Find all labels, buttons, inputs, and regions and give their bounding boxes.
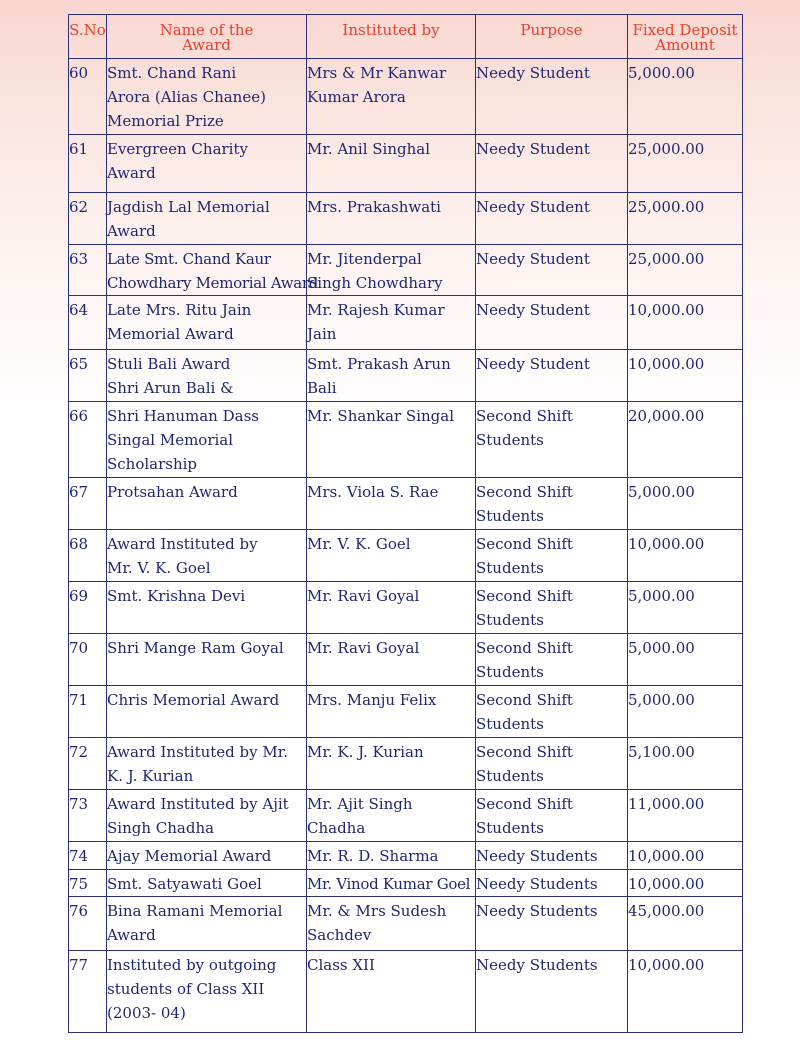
cell-sno: 70 bbox=[69, 634, 107, 686]
cell-purpose-line: Second Shift bbox=[476, 639, 573, 657]
cell-purpose bbox=[476, 478, 628, 530]
cell-instituted-by-line: Mr. Ajit Singh bbox=[307, 795, 413, 813]
cell-award-name-line: Shri Hanuman Dass bbox=[107, 407, 259, 425]
cell-purpose-line: Students bbox=[476, 715, 544, 733]
cell-sno: 64 bbox=[69, 296, 107, 350]
cell-amount: 10,000.00 bbox=[628, 951, 743, 1033]
cell-award-name bbox=[107, 193, 307, 245]
table-row bbox=[69, 897, 743, 951]
cell-purpose bbox=[476, 193, 628, 245]
cell-award-name-line: Singh Chadha bbox=[107, 819, 215, 837]
cell-amount: 5,000.00 bbox=[628, 634, 743, 686]
cell-sno: 74 bbox=[69, 842, 107, 870]
cell-purpose-line: Second Shift bbox=[476, 795, 573, 813]
cell-instituted-by-line: Mr. Vinod Kumar Goel bbox=[307, 875, 471, 893]
cell-purpose-line: Needy Students bbox=[476, 847, 598, 865]
table-row bbox=[69, 135, 743, 193]
cell-instituted-by bbox=[307, 135, 476, 193]
cell-instituted-by bbox=[307, 59, 476, 135]
cell-award-name-line: Instituted by outgoing bbox=[107, 956, 277, 974]
cell-instituted-by-line: Mr. K. J. Kurian bbox=[307, 743, 424, 761]
cell-amount: 25,000.00 bbox=[628, 245, 743, 296]
table-row bbox=[69, 402, 743, 478]
cell-instituted-by-line: Sachdev bbox=[307, 926, 372, 944]
cell-instituted-by bbox=[307, 870, 476, 897]
cell-purpose-line: Second Shift bbox=[476, 483, 573, 501]
cell-sno: 71 bbox=[69, 686, 107, 738]
cell-award-name-line: Singal Memorial bbox=[107, 431, 234, 449]
cell-sno: 67 bbox=[69, 478, 107, 530]
cell-purpose-line: Needy Students bbox=[476, 956, 598, 974]
cell-purpose bbox=[476, 686, 628, 738]
cell-award-name-line: Award bbox=[107, 926, 156, 944]
table-row bbox=[69, 790, 743, 842]
cell-instituted-by bbox=[307, 790, 476, 842]
cell-amount: 20,000.00 bbox=[628, 402, 743, 478]
cell-amount: 5,000.00 bbox=[628, 478, 743, 530]
cell-purpose bbox=[476, 951, 628, 1033]
cell-sno: 62 bbox=[69, 193, 107, 245]
cell-award-name-line: Protsahan Award bbox=[107, 483, 238, 501]
cell-purpose-line: Needy Student bbox=[476, 198, 590, 216]
header-name-line: Name of the bbox=[159, 21, 254, 39]
cell-instituted-by-line: Mr. Ravi Goyal bbox=[307, 587, 420, 605]
cell-amount: 10,000.00 bbox=[628, 842, 743, 870]
cell-amount: 5,000.00 bbox=[628, 686, 743, 738]
header-amount-line: Fixed Deposit bbox=[632, 21, 738, 39]
cell-purpose bbox=[476, 582, 628, 634]
cell-sno: 63 bbox=[69, 245, 107, 296]
cell-purpose-line: Needy Student bbox=[476, 301, 590, 319]
table-row bbox=[69, 842, 743, 870]
cell-instituted-by-line: Kumar Arora bbox=[307, 88, 406, 106]
header-purpose: Purpose bbox=[476, 15, 628, 59]
cell-instituted-by-line: Mr. V. K. Goel bbox=[307, 535, 411, 553]
cell-sno: 60 bbox=[69, 59, 107, 135]
cell-award-name-line: Smt. Krishna Devi bbox=[107, 587, 246, 605]
cell-purpose-line: Needy Students bbox=[476, 875, 598, 893]
cell-award-name-line: Award bbox=[107, 164, 156, 182]
cell-award-name-line: Mr. V. K. Goel bbox=[107, 559, 211, 577]
cell-amount: 45,000.00 bbox=[628, 897, 743, 951]
header-name-line: Award bbox=[182, 36, 231, 54]
cell-instituted-by-line: Mrs. Prakashwati bbox=[307, 198, 441, 216]
cell-instituted-by bbox=[307, 686, 476, 738]
cell-purpose-line: Second Shift bbox=[476, 691, 573, 709]
cell-instituted-by bbox=[307, 530, 476, 582]
cell-award-name-line: Award Instituted by Ajit bbox=[107, 795, 289, 813]
cell-instituted-by bbox=[307, 402, 476, 478]
cell-purpose bbox=[476, 135, 628, 193]
cell-amount: 10,000.00 bbox=[628, 350, 743, 402]
table-row bbox=[69, 530, 743, 582]
cell-purpose bbox=[476, 59, 628, 135]
header-sno: S.No bbox=[69, 15, 107, 59]
cell-purpose bbox=[476, 738, 628, 790]
cell-purpose bbox=[476, 402, 628, 478]
cell-award-name bbox=[107, 296, 307, 350]
table-row bbox=[69, 951, 743, 1033]
cell-award-name-line: Shri Arun Bali & bbox=[107, 379, 234, 397]
cell-instituted-by-line: Mrs. Manju Felix bbox=[307, 691, 437, 709]
cell-amount: 25,000.00 bbox=[628, 135, 743, 193]
cell-award-name-line: Memorial Prize bbox=[107, 112, 224, 130]
cell-award-name bbox=[107, 582, 307, 634]
cell-purpose bbox=[476, 350, 628, 402]
cell-instituted-by-line: Mr. Anil Singhal bbox=[307, 140, 431, 158]
cell-award-name-line: Smt. Chand Rani bbox=[107, 64, 237, 82]
cell-award-name bbox=[107, 897, 307, 951]
cell-instituted-by-line: Smt. Prakash Arun bbox=[307, 355, 451, 373]
cell-instituted-by-line: Mr. R. D. Sharma bbox=[307, 847, 439, 865]
cell-instituted-by bbox=[307, 478, 476, 530]
cell-sno: 66 bbox=[69, 402, 107, 478]
cell-award-name bbox=[107, 634, 307, 686]
cell-award-name bbox=[107, 402, 307, 478]
table-row bbox=[69, 296, 743, 350]
cell-award-name-line: Scholarship bbox=[107, 455, 198, 473]
cell-instituted-by-line: Mr. & Mrs Sudesh bbox=[307, 902, 447, 920]
cell-sno: 69 bbox=[69, 582, 107, 634]
cell-purpose bbox=[476, 842, 628, 870]
cell-award-name bbox=[107, 478, 307, 530]
cell-instituted-by bbox=[307, 350, 476, 402]
cell-award-name-line: Late Mrs. Ritu Jain bbox=[107, 301, 252, 319]
cell-purpose-line: Students bbox=[476, 663, 544, 681]
cell-instituted-by-line: Mrs. Viola S. Rae bbox=[307, 483, 439, 501]
cell-award-name bbox=[107, 870, 307, 897]
cell-instituted-by-line: Bali bbox=[307, 379, 337, 397]
cell-award-name bbox=[107, 245, 319, 296]
cell-award-name bbox=[107, 135, 307, 193]
cell-purpose-line: Students bbox=[476, 559, 544, 577]
table-row bbox=[69, 193, 743, 245]
cell-purpose-line: Second Shift bbox=[476, 743, 573, 761]
cell-purpose bbox=[476, 530, 628, 582]
cell-sno: 72 bbox=[69, 738, 107, 790]
cell-purpose-line: Needy Student bbox=[476, 355, 590, 373]
cell-purpose bbox=[476, 870, 628, 897]
cell-award-name-line: Chowdhary Memorial Award bbox=[107, 274, 319, 292]
cell-instituted-by bbox=[307, 582, 476, 634]
cell-amount: 5,100.00 bbox=[628, 738, 743, 790]
cell-instituted-by-line: Mr. Rajesh Kumar bbox=[307, 301, 445, 319]
cell-purpose bbox=[476, 790, 628, 842]
cell-award-name bbox=[107, 738, 307, 790]
cell-instituted-by bbox=[307, 951, 476, 1033]
cell-amount: 25,000.00 bbox=[628, 193, 743, 245]
cell-award-name-line: students of Class XII bbox=[107, 980, 265, 998]
cell-award-name-line: Arora (Alias Chanee) bbox=[107, 88, 266, 106]
cell-purpose-line: Students bbox=[476, 611, 544, 629]
table-row bbox=[69, 478, 743, 530]
cell-purpose bbox=[476, 245, 628, 296]
cell-award-name bbox=[107, 530, 307, 582]
cell-purpose-line: Needy Student bbox=[476, 64, 590, 82]
cell-award-name-line: Award Instituted by Mr. bbox=[107, 743, 289, 761]
cell-award-name-line: Late Smt. Chand Kaur bbox=[107, 250, 271, 268]
cell-instituted-by-line: Mr. Jitenderpal bbox=[307, 250, 422, 268]
cell-award-name-line: Award bbox=[107, 222, 156, 240]
cell-instituted-by bbox=[307, 193, 476, 245]
cell-sno: 73 bbox=[69, 790, 107, 842]
cell-award-name-line: Stuli Bali Award bbox=[107, 355, 231, 373]
table-row bbox=[69, 634, 743, 686]
table-row bbox=[69, 350, 743, 402]
cell-amount: 10,000.00 bbox=[628, 296, 743, 350]
cell-instituted-by-line: Jain bbox=[307, 325, 337, 343]
cell-purpose-line: Students bbox=[476, 431, 544, 449]
cell-purpose bbox=[476, 296, 628, 350]
cell-instituted-by-line: Class XII bbox=[307, 956, 375, 974]
header-amount bbox=[628, 15, 743, 59]
awards-table bbox=[68, 14, 743, 1033]
cell-instituted-by-line: Mr. Shankar Singal bbox=[307, 407, 455, 425]
cell-award-name-line: Memorial Award bbox=[107, 325, 234, 343]
cell-instituted-by bbox=[307, 296, 476, 350]
cell-award-name bbox=[107, 350, 307, 402]
cell-purpose-line: Needy Student bbox=[476, 140, 590, 158]
cell-purpose-line: Second Shift bbox=[476, 587, 573, 605]
table-body bbox=[69, 59, 743, 1033]
header-instituted-by: Instituted by bbox=[307, 15, 476, 59]
cell-award-name-line: Ajay Memorial Award bbox=[107, 847, 272, 865]
cell-instituted-by-line: Singh Chowdhary bbox=[307, 274, 443, 292]
cell-sno: 75 bbox=[69, 870, 107, 897]
cell-instituted-by bbox=[307, 897, 476, 951]
cell-sno: 77 bbox=[69, 951, 107, 1033]
cell-amount: 5,000.00 bbox=[628, 59, 743, 135]
cell-purpose-line: Students bbox=[476, 507, 544, 525]
table-row bbox=[69, 582, 743, 634]
table-row bbox=[69, 738, 743, 790]
cell-instituted-by-line: Mrs & Mr Kanwar bbox=[307, 64, 447, 82]
header-name bbox=[107, 15, 307, 59]
cell-amount: 10,000.00 bbox=[628, 870, 743, 897]
cell-sno: 76 bbox=[69, 897, 107, 951]
cell-award-name-line: Award Instituted by bbox=[107, 535, 258, 553]
cell-sno: 61 bbox=[69, 135, 107, 193]
cell-sno: 68 bbox=[69, 530, 107, 582]
cell-award-name-line: (2003- 04) bbox=[107, 1004, 186, 1022]
cell-award-name-line: Jagdish Lal Memorial bbox=[107, 198, 270, 216]
cell-purpose bbox=[476, 897, 628, 951]
cell-award-name-line: Evergreen Charity bbox=[107, 140, 248, 158]
cell-award-name bbox=[107, 59, 307, 135]
table-row bbox=[69, 59, 743, 135]
table-row bbox=[69, 245, 743, 296]
header-row bbox=[69, 15, 743, 59]
cell-purpose-line: Second Shift bbox=[476, 407, 573, 425]
cell-award-name-line: K. J. Kurian bbox=[107, 767, 194, 785]
cell-amount: 5,000.00 bbox=[628, 582, 743, 634]
cell-award-name-line: Shri Mange Ram Goyal bbox=[107, 639, 284, 657]
cell-instituted-by bbox=[307, 634, 476, 686]
cell-instituted-by-line: Mr. Ravi Goyal bbox=[307, 639, 420, 657]
cell-purpose bbox=[476, 634, 628, 686]
cell-purpose-line: Students bbox=[476, 819, 544, 837]
cell-purpose-line: Students bbox=[476, 767, 544, 785]
cell-amount: 11,000.00 bbox=[628, 790, 743, 842]
cell-purpose-line: Second Shift bbox=[476, 535, 573, 553]
cell-award-name bbox=[107, 951, 307, 1033]
table-row bbox=[69, 870, 743, 897]
cell-instituted-by bbox=[307, 245, 476, 296]
cell-instituted-by-line: Chadha bbox=[307, 819, 366, 837]
cell-award-name bbox=[107, 686, 307, 738]
cell-sno: 65 bbox=[69, 350, 107, 402]
table-row bbox=[69, 686, 743, 738]
cell-purpose-line: Needy Student bbox=[476, 250, 590, 268]
header-amount-line: Amount bbox=[655, 36, 715, 54]
cell-award-name bbox=[107, 842, 307, 870]
cell-award-name-line: Bina Ramani Memorial bbox=[107, 902, 283, 920]
cell-instituted-by bbox=[307, 842, 476, 870]
cell-instituted-by bbox=[307, 738, 476, 790]
cell-award-name-line: Chris Memorial Award bbox=[107, 691, 280, 709]
cell-amount: 10,000.00 bbox=[628, 530, 743, 582]
cell-purpose-line: Needy Students bbox=[476, 902, 598, 920]
cell-award-name bbox=[107, 790, 307, 842]
cell-award-name-line: Smt. Satyawati Goel bbox=[107, 875, 262, 893]
